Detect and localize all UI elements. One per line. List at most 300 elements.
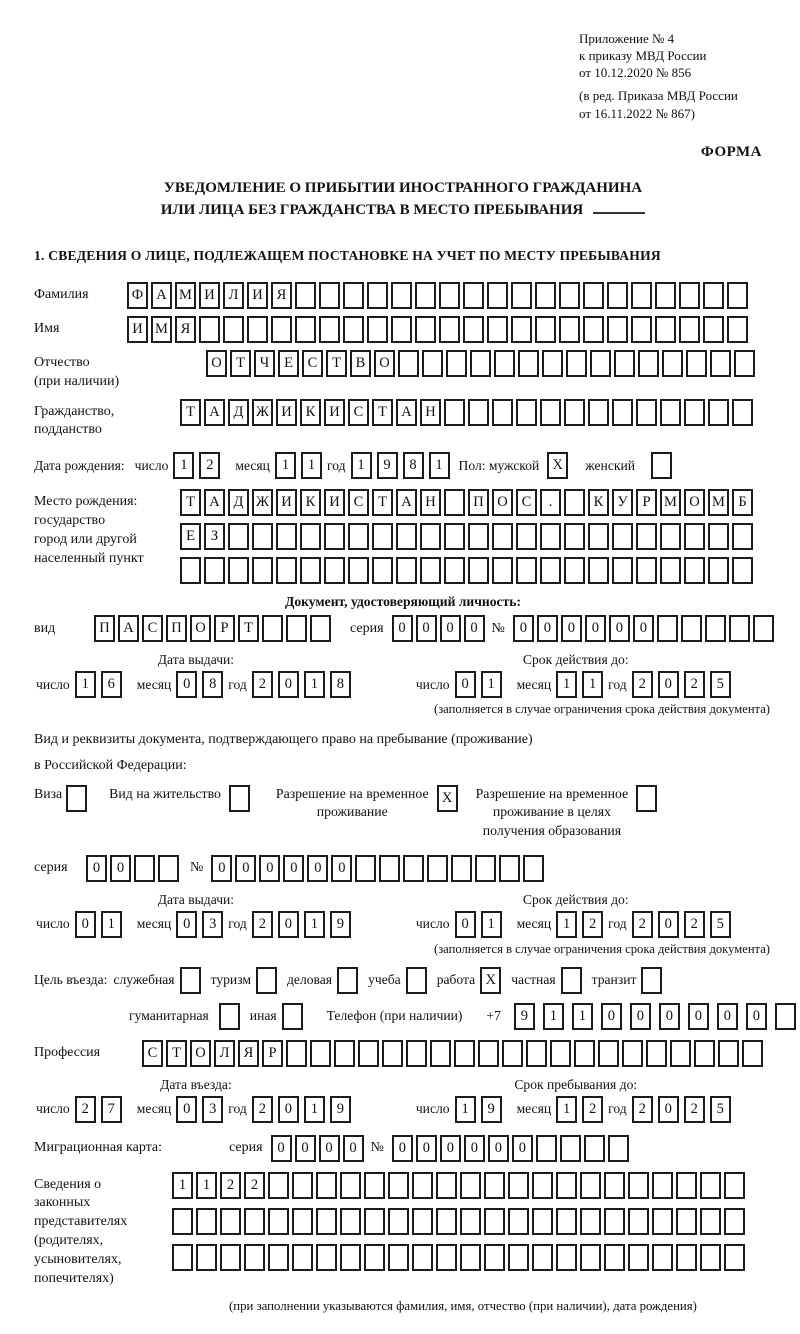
char-box[interactable]: М [660, 489, 681, 516]
char-box[interactable] [484, 1208, 505, 1235]
char-box[interactable] [319, 316, 340, 343]
char-box[interactable]: Ч [254, 350, 275, 377]
char-box[interactable]: И [276, 489, 297, 516]
char-box[interactable] [406, 1040, 427, 1067]
char-box[interactable] [607, 282, 628, 309]
char-box[interactable] [604, 1172, 625, 1199]
char-box[interactable]: О [190, 1040, 211, 1067]
char-box[interactable] [566, 350, 587, 377]
char-box[interactable] [584, 1135, 605, 1162]
char-box[interactable] [422, 350, 443, 377]
char-box[interactable]: 1 [582, 671, 603, 698]
char-box[interactable]: 0 [392, 1135, 413, 1162]
char-box[interactable]: 2 [582, 1096, 603, 1123]
char-box[interactable] [367, 316, 388, 343]
char-box[interactable] [372, 523, 393, 550]
char-box[interactable]: 2 [252, 671, 273, 698]
char-box[interactable] [670, 1040, 691, 1067]
char-box[interactable] [444, 489, 465, 516]
char-box[interactable] [412, 1172, 433, 1199]
char-box[interactable]: 0 [746, 1003, 767, 1030]
char-box[interactable] [604, 1208, 625, 1235]
char-box[interactable] [700, 1208, 721, 1235]
char-box[interactable]: 1 [455, 1096, 476, 1123]
char-box[interactable]: 0 [331, 855, 352, 882]
char-box[interactable]: 1 [304, 671, 325, 698]
char-box[interactable] [684, 399, 705, 426]
char-box[interactable]: 5 [710, 1096, 731, 1123]
char-box[interactable] [180, 557, 201, 584]
char-box[interactable]: 0 [440, 615, 461, 642]
char-box[interactable] [439, 282, 460, 309]
char-box[interactable] [340, 1172, 361, 1199]
char-box[interactable]: 0 [561, 615, 582, 642]
char-box[interactable]: О [492, 489, 513, 516]
char-box[interactable] [286, 615, 307, 642]
purpose-official-checkbox[interactable] [180, 967, 201, 994]
char-box[interactable]: Т [372, 489, 393, 516]
char-box[interactable]: И [324, 489, 345, 516]
char-box[interactable] [420, 557, 441, 584]
char-box[interactable] [484, 1172, 505, 1199]
char-box[interactable] [262, 615, 283, 642]
char-box[interactable] [732, 523, 753, 550]
char-box[interactable] [679, 316, 700, 343]
char-box[interactable]: Ж [252, 489, 273, 516]
char-box[interactable]: М [175, 282, 196, 309]
char-box[interactable]: Т [180, 489, 201, 516]
char-box[interactable] [316, 1172, 337, 1199]
char-box[interactable] [492, 557, 513, 584]
char-box[interactable] [436, 1244, 457, 1271]
char-box[interactable] [470, 350, 491, 377]
char-box[interactable] [628, 1244, 649, 1271]
char-box[interactable] [343, 316, 364, 343]
char-box[interactable]: 0 [658, 911, 679, 938]
char-box[interactable]: П [468, 489, 489, 516]
char-box[interactable]: Т [238, 615, 259, 642]
char-box[interactable] [583, 316, 604, 343]
char-box[interactable] [676, 1208, 697, 1235]
char-box[interactable] [276, 523, 297, 550]
char-box[interactable] [612, 399, 633, 426]
char-box[interactable] [638, 350, 659, 377]
char-box[interactable] [652, 1172, 673, 1199]
char-box[interactable]: К [300, 489, 321, 516]
char-box[interactable]: 1 [351, 452, 372, 479]
gender-male-checkbox[interactable]: X [547, 452, 568, 479]
char-box[interactable] [415, 316, 436, 343]
char-box[interactable] [612, 557, 633, 584]
char-box[interactable] [172, 1208, 193, 1235]
char-box[interactable]: 1 [196, 1172, 217, 1199]
char-box[interactable]: 0 [319, 1135, 340, 1162]
char-box[interactable]: 0 [717, 1003, 738, 1030]
char-box[interactable] [564, 523, 585, 550]
char-box[interactable] [276, 557, 297, 584]
char-box[interactable]: 0 [343, 1135, 364, 1162]
char-box[interactable]: 2 [252, 911, 273, 938]
char-box[interactable]: 0 [278, 671, 299, 698]
char-box[interactable] [660, 399, 681, 426]
char-box[interactable]: 0 [455, 911, 476, 938]
char-box[interactable]: 2 [220, 1172, 241, 1199]
char-box[interactable]: 8 [202, 671, 223, 698]
char-box[interactable] [508, 1244, 529, 1271]
char-box[interactable] [388, 1244, 409, 1271]
char-box[interactable]: 0 [110, 855, 131, 882]
char-box[interactable] [436, 1172, 457, 1199]
char-box[interactable]: А [151, 282, 172, 309]
char-box[interactable]: П [166, 615, 187, 642]
char-box[interactable] [451, 855, 472, 882]
char-box[interactable] [396, 523, 417, 550]
char-box[interactable]: 1 [481, 671, 502, 698]
char-box[interactable]: Р [262, 1040, 283, 1067]
char-box[interactable] [532, 1244, 553, 1271]
purpose-private-checkbox[interactable] [561, 967, 582, 994]
char-box[interactable] [475, 855, 496, 882]
char-box[interactable] [708, 557, 729, 584]
char-box[interactable] [536, 1135, 557, 1162]
char-box[interactable]: О [684, 489, 705, 516]
char-box[interactable]: 0 [488, 1135, 509, 1162]
char-box[interactable] [319, 282, 340, 309]
char-box[interactable] [628, 1172, 649, 1199]
char-box[interactable]: 9 [330, 1096, 351, 1123]
char-box[interactable] [753, 615, 774, 642]
char-box[interactable]: 1 [304, 911, 325, 938]
char-box[interactable]: Е [180, 523, 201, 550]
char-box[interactable]: 2 [684, 1096, 705, 1123]
char-box[interactable]: Д [228, 399, 249, 426]
char-box[interactable] [444, 399, 465, 426]
char-box[interactable] [196, 1244, 217, 1271]
char-box[interactable] [540, 523, 561, 550]
char-box[interactable]: 2 [684, 911, 705, 938]
char-box[interactable] [646, 1040, 667, 1067]
char-box[interactable] [518, 350, 539, 377]
char-box[interactable]: 0 [440, 1135, 461, 1162]
char-box[interactable]: 0 [416, 615, 437, 642]
char-box[interactable] [391, 316, 412, 343]
char-box[interactable] [604, 1244, 625, 1271]
char-box[interactable] [703, 316, 724, 343]
char-box[interactable]: И [324, 399, 345, 426]
char-box[interactable] [468, 399, 489, 426]
char-box[interactable] [271, 316, 292, 343]
char-box[interactable] [343, 282, 364, 309]
char-box[interactable] [388, 1172, 409, 1199]
gender-female-checkbox[interactable] [651, 452, 672, 479]
char-box[interactable]: С [348, 399, 369, 426]
char-box[interactable] [660, 523, 681, 550]
char-box[interactable]: 3 [202, 911, 223, 938]
char-box[interactable]: 0 [633, 615, 654, 642]
char-box[interactable]: . [540, 489, 561, 516]
char-box[interactable] [631, 282, 652, 309]
char-box[interactable] [268, 1208, 289, 1235]
char-box[interactable]: О [206, 350, 227, 377]
char-box[interactable] [220, 1208, 241, 1235]
char-box[interactable] [252, 557, 273, 584]
char-box[interactable] [705, 615, 726, 642]
char-box[interactable] [444, 523, 465, 550]
char-box[interactable] [681, 615, 702, 642]
char-box[interactable] [511, 316, 532, 343]
char-box[interactable] [694, 1040, 715, 1067]
char-box[interactable]: Т [166, 1040, 187, 1067]
char-box[interactable]: 0 [464, 615, 485, 642]
char-box[interactable]: О [374, 350, 395, 377]
char-box[interactable]: И [199, 282, 220, 309]
char-box[interactable] [703, 282, 724, 309]
char-box[interactable]: 9 [377, 452, 398, 479]
char-box[interactable] [494, 350, 515, 377]
char-box[interactable] [532, 1172, 553, 1199]
char-box[interactable] [358, 1040, 379, 1067]
char-box[interactable]: 1 [301, 452, 322, 479]
char-box[interactable] [516, 399, 537, 426]
char-box[interactable]: 2 [632, 911, 653, 938]
char-box[interactable]: З [204, 523, 225, 550]
char-box[interactable]: 2 [582, 911, 603, 938]
char-box[interactable] [588, 523, 609, 550]
char-box[interactable]: А [204, 489, 225, 516]
char-box[interactable] [727, 282, 748, 309]
char-box[interactable] [247, 316, 268, 343]
char-box[interactable]: А [118, 615, 139, 642]
char-box[interactable] [608, 1135, 629, 1162]
char-box[interactable] [540, 557, 561, 584]
char-box[interactable]: 0 [211, 855, 232, 882]
char-box[interactable]: Н [420, 399, 441, 426]
char-box[interactable] [364, 1172, 385, 1199]
char-box[interactable]: 1 [556, 1096, 577, 1123]
char-box[interactable]: 1 [572, 1003, 593, 1030]
char-box[interactable]: 1 [275, 452, 296, 479]
char-box[interactable]: 6 [101, 671, 122, 698]
char-box[interactable] [334, 1040, 355, 1067]
char-box[interactable] [710, 350, 731, 377]
char-box[interactable] [398, 350, 419, 377]
char-box[interactable] [607, 316, 628, 343]
char-box[interactable] [460, 1208, 481, 1235]
char-box[interactable] [268, 1172, 289, 1199]
char-box[interactable]: 9 [481, 1096, 502, 1123]
char-box[interactable] [564, 557, 585, 584]
char-box[interactable] [484, 1244, 505, 1271]
char-box[interactable]: 7 [101, 1096, 122, 1123]
char-box[interactable]: 0 [295, 1135, 316, 1162]
char-box[interactable]: К [588, 489, 609, 516]
char-box[interactable]: 0 [658, 1096, 679, 1123]
char-box[interactable] [700, 1244, 721, 1271]
char-box[interactable] [622, 1040, 643, 1067]
char-box[interactable] [158, 855, 179, 882]
char-box[interactable]: Ж [252, 399, 273, 426]
char-box[interactable] [340, 1244, 361, 1271]
char-box[interactable] [372, 557, 393, 584]
char-box[interactable] [199, 316, 220, 343]
char-box[interactable] [583, 282, 604, 309]
char-box[interactable]: Л [223, 282, 244, 309]
char-box[interactable] [540, 399, 561, 426]
char-box[interactable]: 2 [684, 671, 705, 698]
char-box[interactable] [550, 1040, 571, 1067]
char-box[interactable] [652, 1208, 673, 1235]
char-box[interactable]: 9 [514, 1003, 535, 1030]
char-box[interactable]: 1 [556, 671, 577, 698]
char-box[interactable] [436, 1208, 457, 1235]
char-box[interactable] [729, 615, 750, 642]
char-box[interactable]: 1 [556, 911, 577, 938]
char-box[interactable] [364, 1244, 385, 1271]
char-box[interactable] [204, 557, 225, 584]
char-box[interactable] [598, 1040, 619, 1067]
char-box[interactable]: Ф [127, 282, 148, 309]
char-box[interactable] [367, 282, 388, 309]
char-box[interactable] [324, 557, 345, 584]
char-box[interactable]: Л [214, 1040, 235, 1067]
char-box[interactable] [463, 316, 484, 343]
char-box[interactable]: 3 [202, 1096, 223, 1123]
char-box[interactable] [535, 316, 556, 343]
char-box[interactable] [468, 523, 489, 550]
char-box[interactable] [580, 1244, 601, 1271]
char-box[interactable] [292, 1172, 313, 1199]
edu-residence-checkbox[interactable] [636, 785, 657, 812]
char-box[interactable]: 0 [278, 1096, 299, 1123]
char-box[interactable] [718, 1040, 739, 1067]
char-box[interactable] [655, 282, 676, 309]
char-box[interactable] [559, 316, 580, 343]
char-box[interactable] [684, 523, 705, 550]
char-box[interactable] [660, 557, 681, 584]
char-box[interactable]: 8 [330, 671, 351, 698]
char-box[interactable] [502, 1040, 523, 1067]
char-box[interactable] [676, 1172, 697, 1199]
char-box[interactable] [172, 1244, 193, 1271]
char-box[interactable] [564, 489, 585, 516]
char-box[interactable] [775, 1003, 796, 1030]
char-box[interactable]: У [612, 489, 633, 516]
char-box[interactable] [316, 1208, 337, 1235]
char-box[interactable] [724, 1244, 745, 1271]
char-box[interactable]: Б [732, 489, 753, 516]
char-box[interactable] [542, 350, 563, 377]
visa-checkbox[interactable] [66, 785, 87, 812]
char-box[interactable]: Д [228, 489, 249, 516]
char-box[interactable]: Р [214, 615, 235, 642]
char-box[interactable] [364, 1208, 385, 1235]
purpose-humanitarian-checkbox[interactable] [219, 1003, 240, 1030]
char-box[interactable]: 0 [176, 1096, 197, 1123]
char-box[interactable] [460, 1172, 481, 1199]
char-box[interactable] [468, 557, 489, 584]
char-box[interactable] [412, 1208, 433, 1235]
char-box[interactable] [724, 1172, 745, 1199]
char-box[interactable] [439, 316, 460, 343]
char-box[interactable]: 0 [278, 911, 299, 938]
char-box[interactable]: 0 [513, 615, 534, 642]
char-box[interactable] [556, 1244, 577, 1271]
char-box[interactable] [355, 855, 376, 882]
char-box[interactable] [427, 855, 448, 882]
char-box[interactable]: 0 [259, 855, 280, 882]
char-box[interactable]: 2 [632, 1096, 653, 1123]
purpose-other-checkbox[interactable] [282, 1003, 303, 1030]
char-box[interactable]: А [396, 489, 417, 516]
char-box[interactable] [686, 350, 707, 377]
residence-permit-checkbox[interactable] [229, 785, 250, 812]
char-box[interactable]: Р [636, 489, 657, 516]
char-box[interactable]: 0 [601, 1003, 622, 1030]
char-box[interactable]: С [348, 489, 369, 516]
char-box[interactable]: 1 [429, 452, 450, 479]
char-box[interactable]: 0 [464, 1135, 485, 1162]
char-box[interactable]: 5 [710, 671, 731, 698]
char-box[interactable] [535, 282, 556, 309]
char-box[interactable] [492, 523, 513, 550]
char-box[interactable]: 1 [75, 671, 96, 698]
char-box[interactable]: 1 [101, 911, 122, 938]
char-box[interactable]: 0 [416, 1135, 437, 1162]
char-box[interactable] [292, 1244, 313, 1271]
char-box[interactable] [631, 316, 652, 343]
char-box[interactable]: М [151, 316, 172, 343]
char-box[interactable] [463, 282, 484, 309]
char-box[interactable]: К [300, 399, 321, 426]
purpose-work-checkbox[interactable]: X [480, 967, 501, 994]
char-box[interactable]: 0 [176, 671, 197, 698]
char-box[interactable]: 2 [632, 671, 653, 698]
char-box[interactable]: Т [326, 350, 347, 377]
char-box[interactable] [492, 399, 513, 426]
char-box[interactable] [324, 523, 345, 550]
char-box[interactable]: Т [372, 399, 393, 426]
char-box[interactable]: 1 [172, 1172, 193, 1199]
char-box[interactable] [310, 615, 331, 642]
char-box[interactable] [700, 1172, 721, 1199]
char-box[interactable] [612, 523, 633, 550]
char-box[interactable]: Я [175, 316, 196, 343]
char-box[interactable] [526, 1040, 547, 1067]
char-box[interactable]: 0 [455, 671, 476, 698]
purpose-study-checkbox[interactable] [406, 967, 427, 994]
char-box[interactable] [300, 523, 321, 550]
char-box[interactable] [295, 282, 316, 309]
char-box[interactable]: 0 [688, 1003, 709, 1030]
char-box[interactable]: 0 [176, 911, 197, 938]
char-box[interactable]: И [127, 316, 148, 343]
char-box[interactable]: 8 [403, 452, 424, 479]
char-box[interactable]: Н [420, 489, 441, 516]
char-box[interactable]: 2 [75, 1096, 96, 1123]
char-box[interactable]: 1 [304, 1096, 325, 1123]
purpose-business-checkbox[interactable] [337, 967, 358, 994]
char-box[interactable] [580, 1208, 601, 1235]
char-box[interactable] [196, 1208, 217, 1235]
char-box[interactable]: С [516, 489, 537, 516]
char-box[interactable] [556, 1208, 577, 1235]
char-box[interactable]: О [190, 615, 211, 642]
char-box[interactable]: 1 [481, 911, 502, 938]
char-box[interactable] [134, 855, 155, 882]
char-box[interactable] [523, 855, 544, 882]
char-box[interactable]: 0 [75, 911, 96, 938]
char-box[interactable] [316, 1244, 337, 1271]
